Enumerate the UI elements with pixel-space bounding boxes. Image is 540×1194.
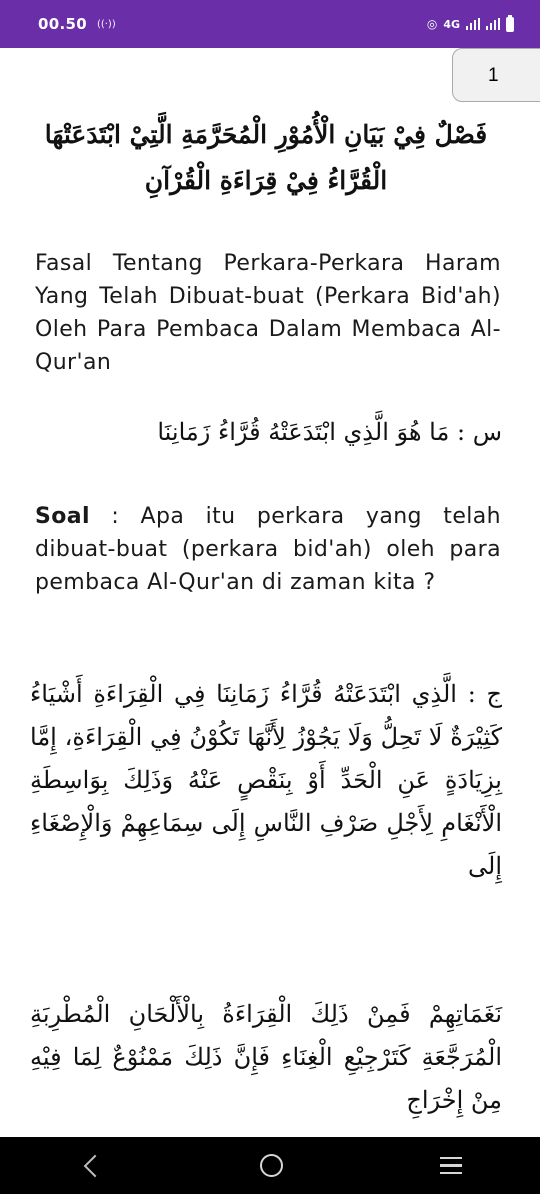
latin-title: Fasal Tentang Perkara-Perkara Haram Yang Telah Dibuat-buat (Perkara Bid'ah) Oleh Para Pembaca Dalam Membaca Al-Qur'an xyxy=(35,251,501,375)
status-time: 00.50 xyxy=(38,15,87,33)
status-right xyxy=(427,17,514,32)
latin-question xyxy=(35,500,501,599)
signal-icon-2 xyxy=(486,18,500,30)
arabic-title: فَصْلٌ فِيْ بَيَانِ الْأُمُوْرِ الْمُحَرَّمَةِ الَّتِيْ ابْتَدَعَتْهَا الْقُرَّاءُ فِيْ قِرَاءَةِ الْقُرْآنِ xyxy=(44,120,488,195)
network-type: 4G xyxy=(443,17,460,31)
status-bar xyxy=(0,0,540,48)
arabic-question: س : مَا هُوَ الَّذِي ابْتَدَعَتْهُ قُرَّاءُ زَمَانِنَا xyxy=(157,418,502,446)
question-label: Soal xyxy=(35,504,90,529)
home-circle-icon[interactable] xyxy=(260,1154,283,1177)
wifi-icon: ◎ xyxy=(426,17,438,31)
hotspot-icon: ((·)) xyxy=(96,18,116,30)
recent-apps-icon[interactable] xyxy=(440,1157,462,1175)
question-text: Apa itu perkara yang telah dibuat-buat (perkara bid'ah) oleh para pembaca Al-Qur'an di zaman kita ? xyxy=(35,504,501,595)
status-left xyxy=(38,15,116,33)
arabic-answer-continued: نَغَمَاتِهِمْ فَمِنْ ذَلِكَ الْقِرَاءَةُ بِالْأَلْحَانِ الْمُطْرِبَةِ الْمُرَجَّعَةِ كَتَرْجِيْعِ الْغِنَاءِ فَإِنَّ ذَلِكَ مَمْنُوْعٌ لِمَا فِيْهِ مِنْ إِخْرَاجِ xyxy=(30,1000,502,1114)
arabic-answer: ج : الَّذِي ابْتَدَعَتْهُ قُرَّاءُ زَمَانِنَا فِي الْقِرَاءَةِ أَشْيَاءُ كَثِيْرَةٌ لَا تَحِلُّ وَلَا يَجُوْزُ لِأَنَّهَا تَكُوْنُ فِي الْقِرَاءَةِ، إِمَّا بِزِيَادَةٍ عَنِ الْحَدِّ أَوْ بِنَقْصٍ عَنْهُ وَذَلِكَ بِوَاسِطَةِ الْأَنْغَامِ لِأَجْلِ صَرْفِ النَّاسِ إِلَى سِمَاعِهِمْ وَالْإِصْغَاءِ إِلَى xyxy=(30,680,502,880)
battery-icon xyxy=(506,17,514,32)
navigation-bar xyxy=(0,1137,540,1194)
page-number: 1 xyxy=(488,65,499,86)
page-number-badge[interactable] xyxy=(452,48,540,102)
signal-icon xyxy=(466,18,480,30)
question-separator: : xyxy=(89,504,141,529)
back-triangle-icon[interactable] xyxy=(83,1154,106,1177)
